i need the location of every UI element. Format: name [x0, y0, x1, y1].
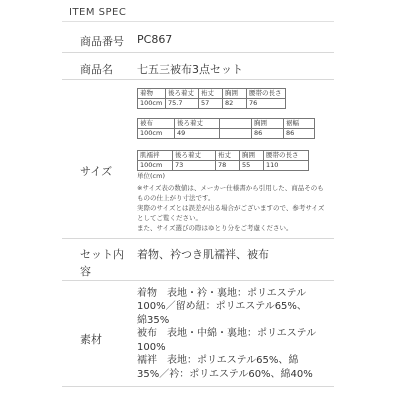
set-contents-value: 着物、衿つき肌襦袢、被布: [137, 248, 269, 261]
table-cell: 86: [284, 129, 315, 139]
table-cell: 100cm: [138, 129, 175, 139]
table-cell: 49: [175, 129, 220, 139]
table-header-cell: 胸囲: [223, 89, 247, 99]
divider: [62, 79, 334, 80]
table-cell: 75.7: [166, 99, 199, 109]
table-header-cell: 後ろ着丈: [166, 89, 199, 99]
table-header-cell: 被布: [138, 119, 175, 129]
size-note: としてご覧ください。: [137, 214, 202, 222]
table-header-cell: 後ろ着丈: [173, 151, 216, 161]
table-header-cell: 裄丈: [216, 151, 240, 161]
item-spec-heading: ITEM SPEC: [69, 7, 127, 18]
table-cell: 110: [264, 161, 309, 171]
table-cell: 82: [223, 99, 247, 109]
divider: [62, 280, 334, 281]
table-header-cell: 腰帯の長さ: [247, 89, 286, 99]
table-header-cell: 着物: [138, 89, 166, 99]
size-label: サイズ: [80, 165, 113, 178]
table-row: [138, 99, 286, 109]
table-header-row: [138, 119, 315, 129]
table-row: [138, 161, 309, 171]
product-name-value: 七五三被布3点セット: [137, 63, 243, 76]
table-cell: 100cm: [138, 99, 166, 109]
product-name-label: 商品名: [80, 63, 113, 76]
table-header-cell: 腰帯の長さ: [264, 151, 309, 161]
table-row: [138, 129, 315, 139]
table-cell: 57: [199, 99, 223, 109]
table-header-cell: 胸囲: [252, 119, 284, 129]
size-note: ものの仕上がり寸法です。: [137, 194, 215, 202]
size-note: また、サイズ選びの際はゆとり分をご考慮ください。: [137, 224, 293, 232]
hifu-size-table: [137, 118, 315, 139]
table-header-cell: 後ろ着丈: [175, 119, 220, 129]
table-header-cell: [220, 119, 252, 129]
material-line: 35%／衿：ポリエステル60%、綿40%: [137, 369, 313, 380]
set-contents-label: セット内: [80, 248, 124, 261]
table-cell: 100cm: [138, 161, 173, 171]
material-line: 被布 表地・中綿・裏地：ポリエステル: [137, 328, 317, 339]
product-number-label: 商品番号: [80, 35, 124, 48]
table-cell: 78: [216, 161, 240, 171]
table-header-cell: 胸囲: [240, 151, 264, 161]
table-header-cell: 裄丈: [199, 89, 223, 99]
divider: [62, 238, 334, 239]
table-header-row: [138, 89, 286, 99]
table-header-cell: 肌襦袢: [138, 151, 173, 161]
divider: [62, 386, 334, 387]
table-cell: 73: [173, 161, 216, 171]
kimono-size-table: [137, 88, 286, 109]
table-header-row: [138, 151, 309, 161]
table-header-cell: 裾幅: [284, 119, 315, 129]
divider: [62, 52, 334, 53]
size-note: 実際のサイズとは誤差が出る場合がございますので、参考サイズ: [137, 204, 325, 212]
set-contents-label-cont: 容: [80, 265, 91, 278]
material-label: 素材: [80, 333, 102, 346]
size-note: ※サイズ表の数値は、メーカー仕様書から引用した、商品そのも: [137, 184, 324, 192]
table-cell: [220, 129, 252, 139]
material-line: 100%／留め紐：ポリエステル65%、: [137, 301, 307, 312]
material-line: 綿35%: [137, 315, 170, 326]
material-line: 着物 表地・衿・裏地：ポリエステル: [137, 288, 307, 299]
table-cell: 76: [247, 99, 286, 109]
table-cell: 86: [252, 129, 284, 139]
hadajuban-size-table: [137, 150, 309, 171]
divider: [62, 21, 334, 22]
size-unit: 単位(cm): [137, 172, 165, 180]
product-number-value: PC867: [137, 33, 173, 46]
material-line: 襦袢 表地：ポリエステル65%、綿: [137, 355, 299, 366]
material-line: 100%: [137, 342, 166, 353]
table-cell: 55: [240, 161, 264, 171]
